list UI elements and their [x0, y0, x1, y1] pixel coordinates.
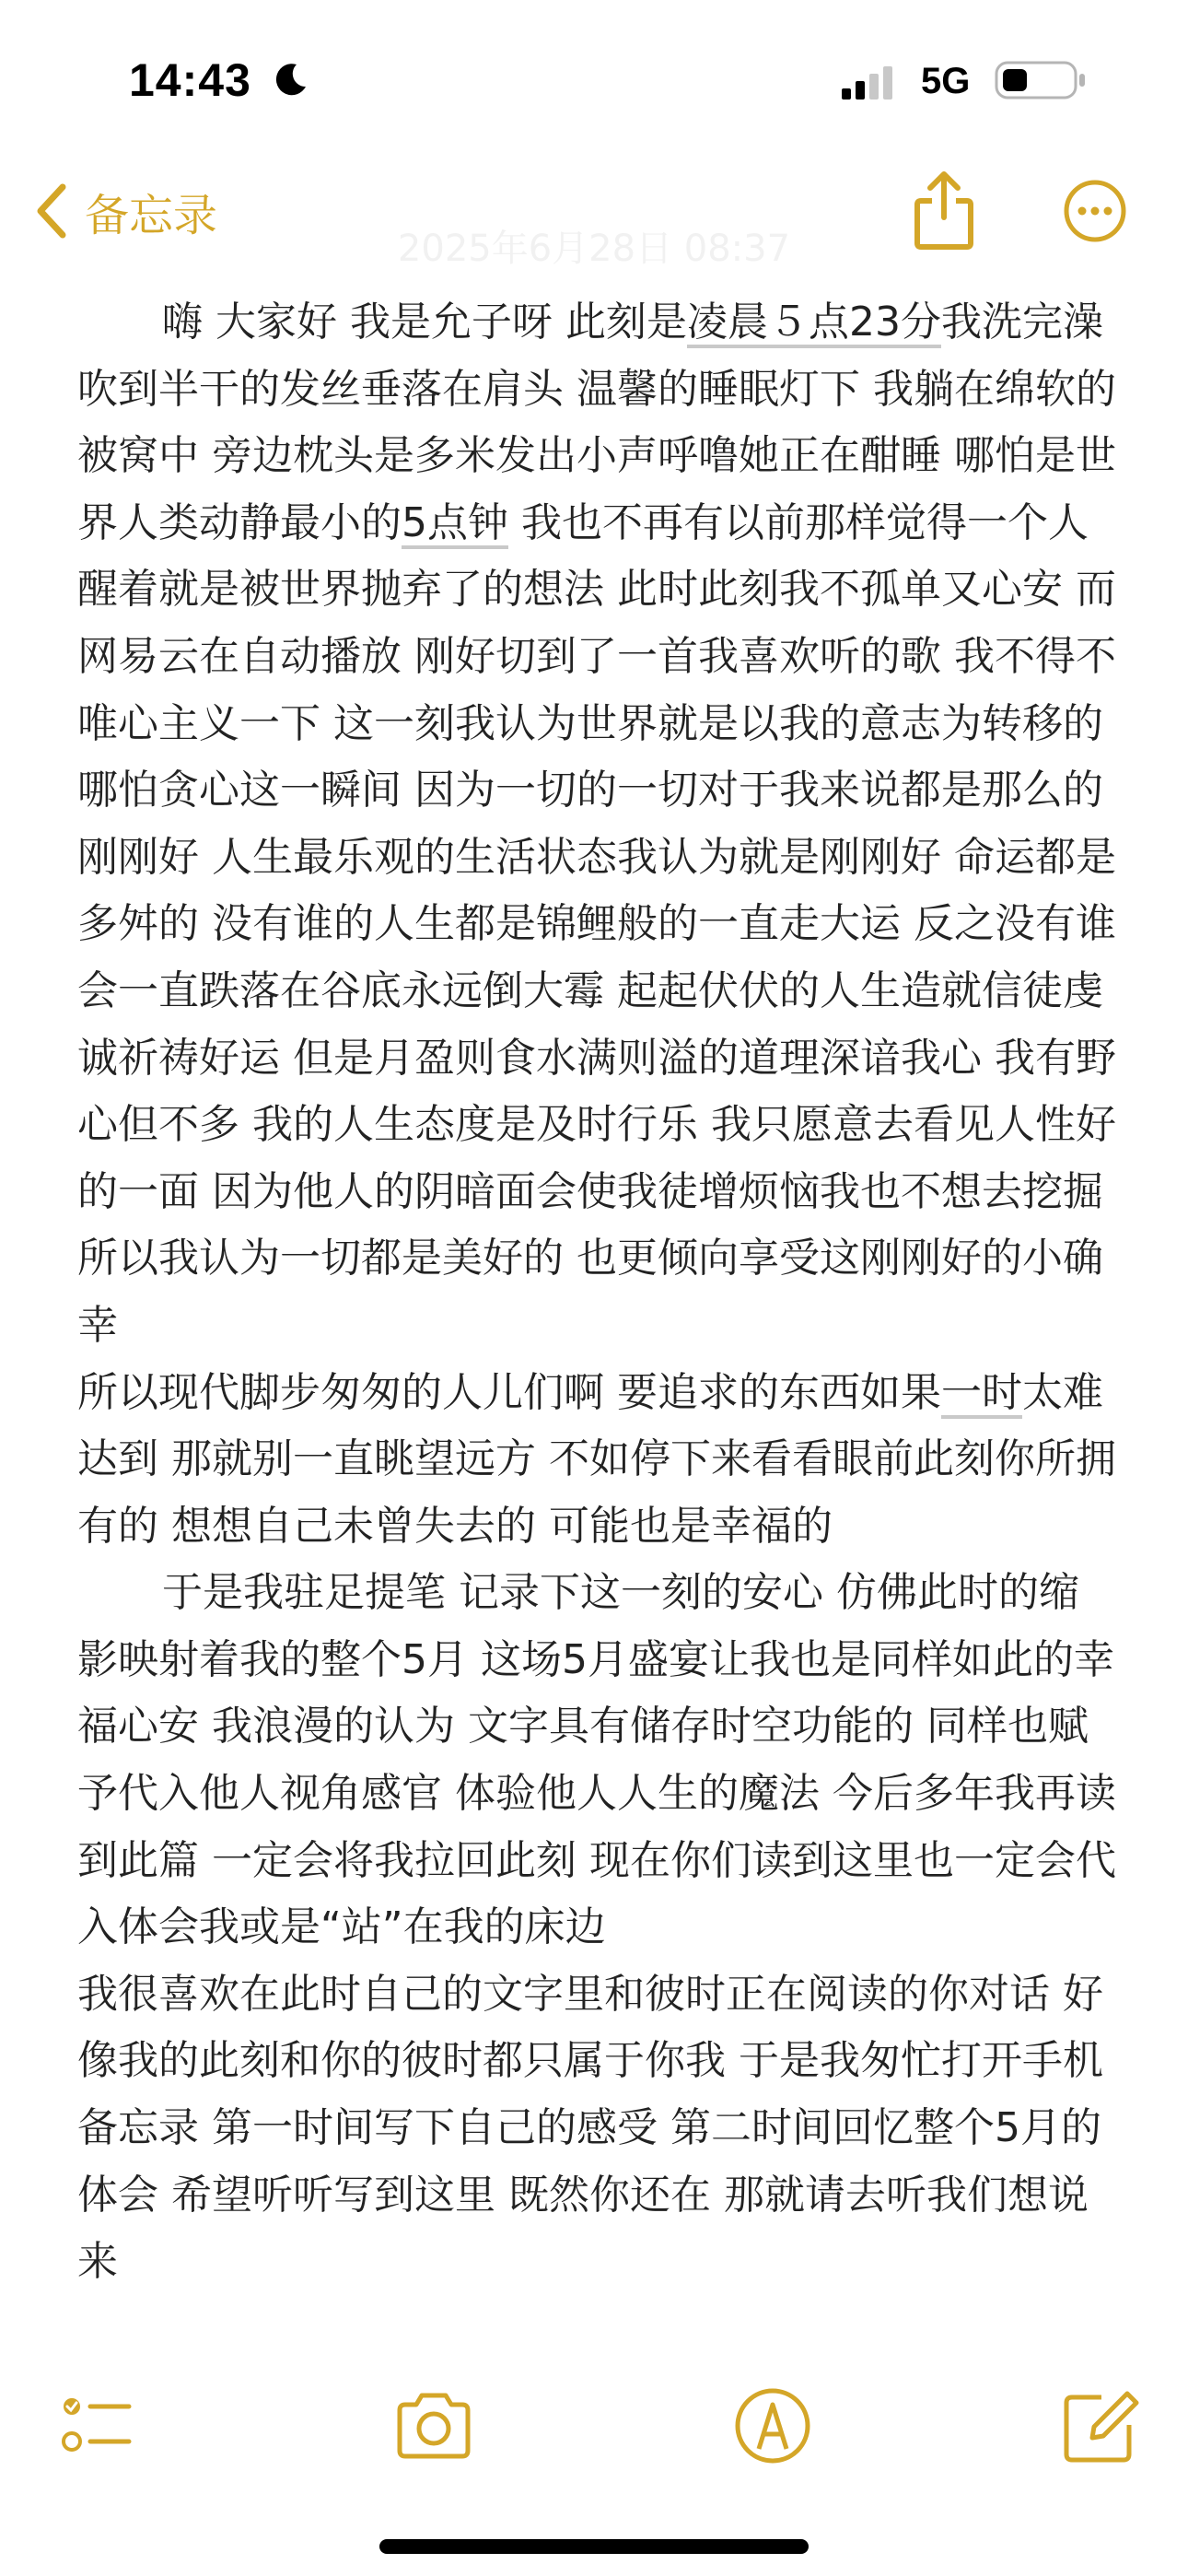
note-date: 2025年6月28日 08:37 — [397, 228, 791, 270]
markup-pen-icon[interactable] — [731, 2384, 814, 2467]
status-time: 14:43 — [129, 54, 251, 106]
note-paragraph-3: 于是我驻足提笔 记录下这一刻的安心 仿佛此时的缩影映射着我的整个5月 这场5月盛宴让我也是同样如此的幸福心安 我浪漫的认为 文字具有储存时空功能的 同样也赋予代入他人视角感官 体验他人人生的魔法 今后多年我再读到此篇 一定会将我拉回此刻 现在你们读到这里也一定会代入体会我或是“站”在我的床边 — [77, 1569, 1116, 1951]
note-text: 我也不再有以前那样觉得一个人醒着就是被世界抛弃了的想法 此时此刻我不孤单又心安 而网易云在自动播放 刚好切到了一首我喜欢听的歌 我不得不唯心主义一下 这一刻我认为世界就是以我的意志为转移的 哪怕贪心这一瞬间 因为一切的一切对于我来说都是那么的刚刚好 人生最乐观的生活状态我认为就是刚刚好 命运都是多舛的 没有谁的人生都是锦鲤般的一直走大运 反之没有谁会一直跌落在谷底永远倒大霉 起起伏伏的人生造就信徒虔诚祈祷好运 但是月盈则食水满则溢的道理深谙我心 我有野心但不多 我的人生态度是及时行乐 我只愿意去看见人性好的一面 因为他人的阴暗面会使我徒增烦恼我也不想去挖掘 所以我认为一切都是美好的 也更倾向享受这刚刚好的小确幸 — [77, 498, 1116, 1349]
bottom-toolbar — [0, 2375, 1188, 2476]
network-type: 5G — [921, 61, 971, 101]
status-bar — [0, 0, 1188, 157]
battery-icon — [995, 59, 1087, 101]
time-link[interactable]: 凌晨５点23分 — [686, 299, 941, 345]
note-text: 我洗完澡 吹到半干的发丝垂落在肩头 温馨的睡眠灯下 我躺在绵软的被窝中 旁边枕头是多米发出小声呼噜她正在酣睡 哪怕是世界人类动静最小的 — [77, 299, 1116, 546]
note-paragraph-4: 我很喜欢在此时自己的文字里和彼时正在阅读的你对话 好像我的此刻和你的彼时都只属于你我 于是我匆忙打开手机备忘录 第一时间写下自己的感受 第二时间回忆整个5月的体会 希望听听写到这里 既然你还在 那就请去听我们想说来 — [77, 1970, 1103, 2286]
note-paragraph-1 — [77, 289, 1118, 1360]
note-text: 嗨 大家好 我是允子呀 此刻是 — [162, 299, 687, 345]
time-link[interactable]: 5点钟 — [402, 498, 508, 546]
home-indicator[interactable] — [379, 2539, 809, 2554]
checklist-icon[interactable] — [55, 2384, 138, 2467]
note-text: 太难达到 那就别一直眺望远方 不如停下来看看眼前此刻你所拥有的 想想自己未曾失去的 可能也是幸福的 — [77, 1368, 1116, 1550]
compose-icon[interactable] — [1059, 2384, 1142, 2467]
signal-icon — [840, 64, 899, 101]
note-paragraph-2 — [77, 1360, 1118, 1561]
note-text: 所以现代脚步匆匆的人儿们啊 要追求的东西如果 — [77, 1368, 941, 1416]
note-body[interactable] — [77, 289, 1118, 2390]
back-label: 备忘录 — [85, 189, 218, 241]
camera-icon[interactable] — [392, 2384, 475, 2467]
moon-icon — [273, 61, 309, 98]
time-link[interactable]: 一时 — [940, 1368, 1022, 1416]
